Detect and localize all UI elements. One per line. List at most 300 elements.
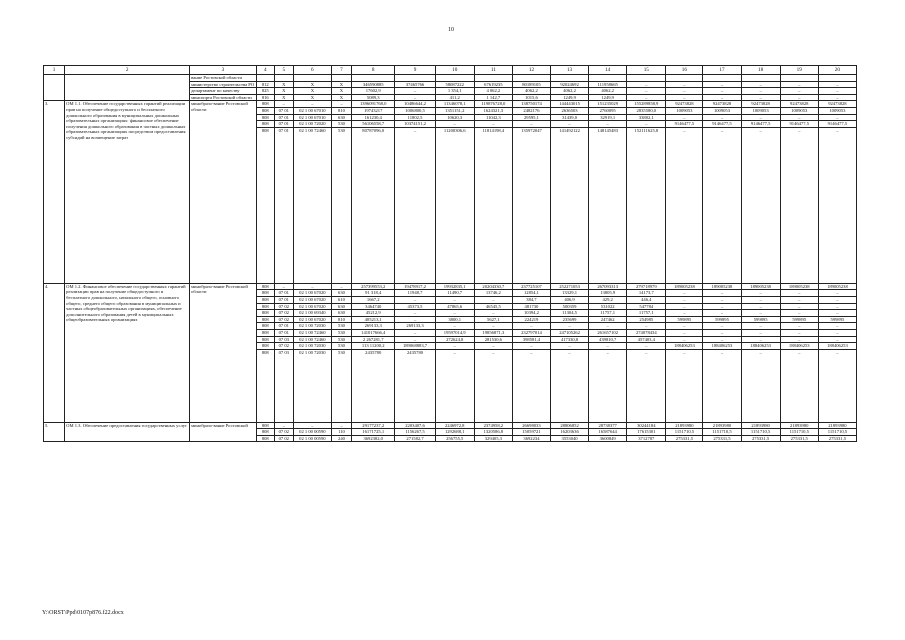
value-cell: 274078434	[627, 329, 666, 336]
value-cell: –	[474, 296, 512, 303]
row-number-cell: 4.	[44, 283, 65, 422]
value-cell: –	[780, 88, 818, 95]
code-cell: 808	[256, 114, 274, 121]
value-cell: 21893980	[666, 422, 703, 429]
value-cell: 12854,1	[512, 290, 550, 297]
value-cell: –	[780, 296, 818, 303]
value-cell: –	[627, 323, 666, 330]
value-cell: –	[474, 310, 512, 317]
value-cell: –	[780, 94, 818, 101]
value-cell: 13329,1	[551, 290, 589, 297]
value-cell: –	[780, 114, 818, 121]
code-cell: 808	[256, 336, 274, 343]
value-cell: 11200306,6	[435, 127, 474, 283]
value-cell: 4062,2	[589, 88, 627, 95]
code-cell: 808	[256, 349, 274, 422]
value-cell: 1249,9	[589, 94, 627, 101]
value-cell: 1624321,3	[474, 107, 512, 114]
value-cell: 1 354,1	[435, 88, 474, 95]
column-number-cell: 19	[780, 66, 818, 75]
value-cell: –	[395, 296, 435, 303]
code-cell: 07 01	[274, 121, 293, 128]
code-cell: 825	[256, 88, 274, 95]
value-cell: 189005238	[741, 283, 780, 290]
value-cell: –	[780, 349, 818, 422]
code-cell: –	[293, 101, 331, 108]
value-cell: 16203636	[551, 429, 589, 436]
value-cell: 56106558,7	[352, 121, 395, 128]
code-cell: 808	[256, 107, 274, 114]
value-cell: 1156267,5	[395, 429, 435, 436]
value-cell: 1009053	[666, 107, 703, 114]
value-cell: –	[395, 88, 435, 95]
code-cell: 240	[331, 435, 351, 442]
value-cell: 500359	[551, 303, 589, 310]
value-cell: 58087222	[435, 81, 474, 88]
value-cell: 14173,7	[627, 290, 666, 297]
code-cell: 02 1 00 67020	[293, 296, 331, 303]
value-cell: 247462	[589, 316, 627, 323]
table-row	[44, 422, 857, 429]
column-number-cell: 18	[741, 66, 780, 75]
value-cell: 237725107	[512, 283, 550, 290]
code-cell: 07 02	[274, 429, 293, 436]
code-cell: 02 1 00 67020	[293, 290, 331, 297]
value-cell: 599895	[780, 316, 818, 323]
code-cell: 610	[331, 296, 351, 303]
value-cell: 269133,3	[352, 323, 395, 330]
value-cell: 33802,1	[627, 114, 666, 121]
value-cell: –	[780, 81, 818, 88]
value-cell: 28738377	[589, 422, 627, 429]
value-cell: 16587644	[589, 429, 627, 436]
value-cell: –	[741, 290, 780, 297]
value-cell: 47865,6	[435, 303, 474, 310]
value-cell: 11802,5	[395, 114, 435, 121]
value-cell: 16171725,1	[352, 429, 395, 436]
value-cell: 252271053	[551, 283, 589, 290]
code-cell: 07 02	[274, 310, 293, 317]
value-cell: –	[818, 323, 856, 330]
value-cell: –	[741, 329, 780, 336]
value-cell	[589, 75, 627, 82]
value-cell: 4062,2	[512, 88, 550, 95]
code-cell: 808	[256, 121, 274, 128]
value-cell: 189005238	[666, 283, 703, 290]
value-cell: –	[741, 323, 780, 330]
value-cell: 11346078,1	[435, 101, 474, 108]
value-cell: –	[780, 323, 818, 330]
value-cell: –	[666, 114, 703, 121]
value-cell: –	[818, 310, 856, 317]
code-cell: 530	[331, 127, 351, 283]
value-cell: 281530,6	[474, 336, 512, 343]
value-cell: –	[818, 94, 856, 101]
value-cell: –	[395, 329, 435, 336]
value-cell: –	[627, 343, 666, 350]
value-cell: –	[589, 323, 627, 330]
table-row	[44, 101, 857, 108]
value-cell: –	[780, 127, 818, 283]
value-cell: 141017666,4	[352, 329, 395, 336]
value-cell: 21893980	[703, 422, 741, 429]
code-cell: –	[293, 283, 331, 290]
value-cell: 275331,5	[818, 435, 856, 442]
value-cell: 1396091768,0	[352, 101, 395, 108]
value-cell: –	[780, 310, 818, 317]
responsible-cell: минобразо-вание Ростовской области	[190, 101, 257, 283]
value-cell: 1249,9	[551, 94, 589, 101]
code-cell: 630	[331, 114, 351, 121]
column-number-cell: 9	[395, 66, 435, 75]
responsible-cell: департамент по качеству	[190, 88, 257, 95]
value-cell: 3692234	[512, 435, 550, 442]
value-cell: 1 142,7	[474, 94, 512, 101]
value-cell: –	[395, 127, 435, 283]
value-cell: –	[703, 81, 741, 88]
value-cell: –	[666, 127, 703, 283]
value-cell: 2636503	[551, 107, 589, 114]
value-cell: –	[666, 81, 703, 88]
code-cell: 07 01	[274, 290, 293, 297]
code-cell: –	[293, 422, 331, 429]
value-cell: –	[435, 310, 474, 317]
responsible-cell: минобразо-вание Ростовской	[190, 422, 257, 442]
column-number-cell: 7	[331, 66, 351, 75]
value-cell: –	[780, 336, 818, 343]
value-cell	[395, 75, 435, 82]
value-cell: 19743217	[352, 107, 395, 114]
code-cell: 530	[331, 343, 351, 350]
value-cell: 5089,3	[352, 94, 395, 101]
code-cell: 02 1 00 69340	[293, 310, 331, 317]
code-cell: 07 02	[274, 343, 293, 350]
row-number-cell: 3.	[44, 101, 65, 283]
value-cell: 188406253	[741, 343, 780, 350]
value-cell: –	[818, 81, 856, 88]
value-cell: –	[666, 310, 703, 317]
value-cell: 21893980	[780, 422, 818, 429]
value-cell: 13746,2	[474, 290, 512, 297]
code-cell: 530	[331, 121, 351, 128]
value-cell: 135972047	[512, 127, 550, 283]
value-cell: 2482176	[512, 107, 550, 114]
column-number-cell: 10	[435, 66, 474, 75]
value-cell: –	[703, 127, 741, 283]
code-cell: 02 1 00 00590	[293, 429, 331, 436]
value-cell: 3800,1	[435, 316, 474, 323]
value-cell: 141492122	[551, 127, 589, 283]
value-cell: 1009053	[741, 107, 780, 114]
value-cell: –	[435, 121, 474, 128]
event-name-cell: ОМ 1.1. Обеспечение государственных гарантий реализации прав на получение общедоступного и бесплатного дошкольного образования в муниципальных дошкольных образовательных организациях: финансовое обеспечение получения дошкольного образования в частных дошкольных образовательных организациях посредством предоставления субсидий на возмещение затрат	[65, 101, 190, 283]
code-cell: 808	[256, 329, 274, 336]
value-cell: 10620,3	[435, 114, 474, 121]
value-cell: –	[741, 349, 780, 422]
value-cell: 17615301	[627, 429, 666, 436]
value-cell: 405213,1	[352, 316, 395, 323]
code-cell: –	[274, 283, 293, 290]
value-cell: 4062,2	[551, 88, 589, 95]
code-cell: X	[293, 88, 331, 95]
column-number-cell: 17	[703, 66, 741, 75]
value-cell: 11757,1	[589, 310, 627, 317]
value-cell: 2374958,2	[474, 422, 512, 429]
event-name-cell	[65, 75, 190, 101]
code-cell: X	[274, 94, 293, 101]
value-cell: –	[818, 303, 856, 310]
value-cell: –	[666, 323, 703, 330]
value-cell: 224219	[512, 316, 550, 323]
value-cell: 411,2	[435, 94, 474, 101]
value-cell: –	[512, 343, 550, 350]
value-cell: 28806852	[551, 422, 589, 429]
value-cell: –	[551, 323, 589, 330]
value-cell: 547784	[627, 303, 666, 310]
value-cell: 1009053	[703, 107, 741, 114]
value-cell: 384,7	[512, 296, 550, 303]
value-cell: –	[741, 88, 780, 95]
value-cell: 67619235	[474, 81, 512, 88]
value-cell: 11948,7	[395, 290, 435, 297]
value-cell: 119876728,0	[474, 101, 512, 108]
value-cell	[474, 75, 512, 82]
value-cell: 10394,2	[512, 310, 550, 317]
code-cell: 530	[331, 336, 351, 343]
value-cell: 329405,3	[474, 435, 512, 442]
responsible-cell: министерство строительства РО	[190, 81, 257, 88]
value-cell: –	[741, 114, 780, 121]
value-cell: 247105262	[551, 329, 589, 336]
value-cell	[627, 75, 666, 82]
value-cell: –	[703, 329, 741, 336]
code-cell: 02 1 00 72030	[293, 349, 331, 422]
code-cell	[274, 75, 293, 82]
value-cell: 257399553,2	[352, 283, 395, 290]
table-row	[44, 75, 857, 82]
column-number-cell: 5	[274, 66, 293, 75]
value-cell: –	[395, 316, 435, 323]
value-cell: 155289858,9	[627, 101, 666, 108]
value-cell: 275331,5	[703, 435, 741, 442]
value-cell: 9146477,5	[741, 121, 780, 128]
code-cell: 07 01	[274, 107, 293, 114]
value-cell	[666, 75, 703, 82]
value-cell: 21893980	[818, 422, 856, 429]
value-cell: 151235029	[589, 101, 627, 108]
value-cell: 429,2	[589, 296, 627, 303]
value-cell: 261657102	[589, 329, 627, 336]
page-number: 10	[448, 27, 454, 33]
value-cell: 11490,7	[435, 290, 474, 297]
value-cell: 267093313	[589, 283, 627, 290]
value-cell: –	[703, 349, 741, 422]
code-cell: 110	[331, 429, 351, 436]
value-cell: 481730	[512, 303, 550, 310]
code-cell: –	[274, 101, 293, 108]
code-cell: –	[331, 422, 351, 429]
value-cell: 20204330,7	[474, 283, 512, 290]
value-cell: 1151710,5	[818, 429, 856, 436]
value-cell: 161230,4	[352, 114, 395, 121]
value-cell: 1292688,1	[435, 429, 474, 436]
column-number-cell: 1	[44, 66, 65, 75]
value-cell: 19478917,2	[395, 283, 435, 290]
code-cell: 02 1 00 00590	[293, 435, 331, 442]
code-cell: 808	[256, 429, 274, 436]
code-cell: 02 1 00 67020	[293, 303, 331, 310]
code-cell: 810	[331, 107, 351, 114]
value-cell: 11042,3	[474, 114, 512, 121]
value-cell	[435, 75, 474, 82]
code-cell: 07 01	[274, 114, 293, 121]
value-cell: 188406253	[818, 343, 856, 350]
value-cell: 1351151,2	[435, 107, 474, 114]
value-cell: 45212,9	[352, 310, 395, 317]
value-cell: –	[741, 310, 780, 317]
code-cell: 630	[331, 310, 351, 317]
code-cell: 530	[331, 349, 351, 422]
value-cell: 599895	[703, 316, 741, 323]
value-cell: –	[666, 94, 703, 101]
table-header-row	[44, 66, 857, 75]
value-cell: –	[627, 121, 666, 128]
value-cell: 92473828	[666, 101, 703, 108]
code-cell: 07 01	[274, 127, 293, 283]
code-cell: 808	[256, 101, 274, 108]
value-cell: 4 062,2	[474, 88, 512, 95]
value-cell: 446,4	[627, 296, 666, 303]
event-name-cell: ОМ 1.2. Финансовое обеспечение государственных гарантий реализации прав на получение общедоступного и бесплатного дошкольного, начального общего, основного общего, среднего общего образования в муниципальных и частных общеобразовательных организациях, обеспечение дополнительного образования детей в муниципальных общеобразовательных организациях	[65, 283, 190, 422]
value-cell: –	[818, 296, 856, 303]
column-number-cell: 20	[818, 66, 856, 75]
value-cell: 189005238	[780, 283, 818, 290]
value-cell	[352, 75, 395, 82]
code-cell: 808	[256, 303, 274, 310]
value-cell: –	[741, 336, 780, 343]
value-cell: –	[818, 329, 856, 336]
code-cell: 810	[331, 316, 351, 323]
value-cell: –	[551, 343, 589, 350]
value-cell: 45373,5	[395, 303, 435, 310]
value-cell: 29595,1	[512, 114, 550, 121]
code-cell	[293, 75, 331, 82]
value-cell: 2760095	[589, 107, 627, 114]
value-cell: 2435780	[352, 349, 395, 422]
value-cell: 235699	[551, 316, 589, 323]
code-cell: 808	[256, 296, 274, 303]
column-number-cell: 2	[65, 66, 190, 75]
code-cell: 07 02	[274, 316, 293, 323]
value-cell: –	[703, 336, 741, 343]
value-cell: 439810,7	[589, 336, 627, 343]
value-cell	[551, 75, 589, 82]
column-number-cell: 4	[256, 66, 274, 75]
value-cell: 188406253	[703, 343, 741, 350]
budget-table	[43, 65, 857, 442]
code-cell: 02 1 00 72460	[293, 127, 331, 283]
value-cell: –	[818, 114, 856, 121]
table-row	[44, 283, 857, 290]
value-cell: 346590885	[352, 81, 395, 88]
value-cell: 189068883,7	[395, 343, 435, 350]
value-cell: 3712787	[627, 435, 666, 442]
code-cell: 07 03	[274, 349, 293, 422]
value-cell: –	[741, 81, 780, 88]
value-cell	[703, 75, 741, 82]
value-cell: 1151710,5	[741, 429, 780, 436]
value-cell: 531022	[589, 303, 627, 310]
code-cell: 07 01	[274, 329, 293, 336]
value-cell: –	[818, 349, 856, 422]
code-cell: –	[331, 283, 351, 290]
code-cell: 07 02	[274, 435, 293, 442]
event-name-cell: ОМ 1.3. Обеспечение предоставления государственных услуг	[65, 422, 190, 442]
value-cell: –	[627, 349, 666, 422]
responsible-cell: минобразо-вание Ростовской области	[190, 283, 257, 422]
code-cell: 02 1 00 72030	[293, 343, 331, 350]
value-cell: –	[703, 94, 741, 101]
value-cell: 11304,5	[551, 310, 589, 317]
value-cell: –	[627, 88, 666, 95]
value-cell: 15059721	[512, 429, 550, 436]
row-number-cell	[44, 75, 65, 101]
value-cell: –	[666, 303, 703, 310]
code-cell: –	[274, 422, 293, 429]
value-cell: –	[741, 94, 780, 101]
value-cell: 256755,5	[435, 435, 474, 442]
value-cell: 2835580,0	[627, 107, 666, 114]
code-cell: X	[331, 81, 351, 88]
column-number-cell: 11	[474, 66, 512, 75]
code-cell: 808	[256, 127, 274, 283]
code-cell: X	[274, 88, 293, 95]
value-cell: 3553040	[551, 435, 589, 442]
value-cell: 2203407,6	[395, 422, 435, 429]
value-cell: –	[703, 310, 741, 317]
value-cell: 9146477,5	[666, 121, 703, 128]
code-cell: 630	[331, 303, 351, 310]
value-cell: –	[818, 127, 856, 283]
value-cell: –	[474, 121, 512, 128]
code-cell: 02 1 00 72030	[293, 323, 331, 330]
value-cell: 232797014	[512, 329, 550, 336]
value-cell: 138750174	[512, 101, 550, 108]
code-cell: –	[331, 101, 351, 108]
code-cell: X	[293, 94, 331, 101]
value-cell: –	[818, 336, 856, 343]
code-cell: 808	[256, 283, 274, 290]
value-cell: –	[818, 290, 856, 297]
value-cell: 3464740	[352, 303, 395, 310]
value-cell: –	[703, 323, 741, 330]
code-cell	[256, 75, 274, 82]
responsible-cell: вание Ростовской области	[190, 75, 257, 82]
code-cell: 808	[256, 422, 274, 429]
value-cell: 30244184	[627, 422, 666, 429]
column-number-cell: 15	[627, 66, 666, 75]
value-cell: –	[666, 88, 703, 95]
value-cell: 269133,3	[395, 323, 435, 330]
code-cell: 530	[331, 329, 351, 336]
value-cell: 1151710,5	[780, 429, 818, 436]
value-cell: 29177237,2	[352, 422, 395, 429]
code-cell: 816	[256, 94, 274, 101]
column-number-cell: 3	[190, 66, 257, 75]
value-cell: 9146477,5	[818, 121, 856, 128]
code-cell: 808	[256, 323, 274, 330]
code-cell: X	[331, 94, 351, 101]
